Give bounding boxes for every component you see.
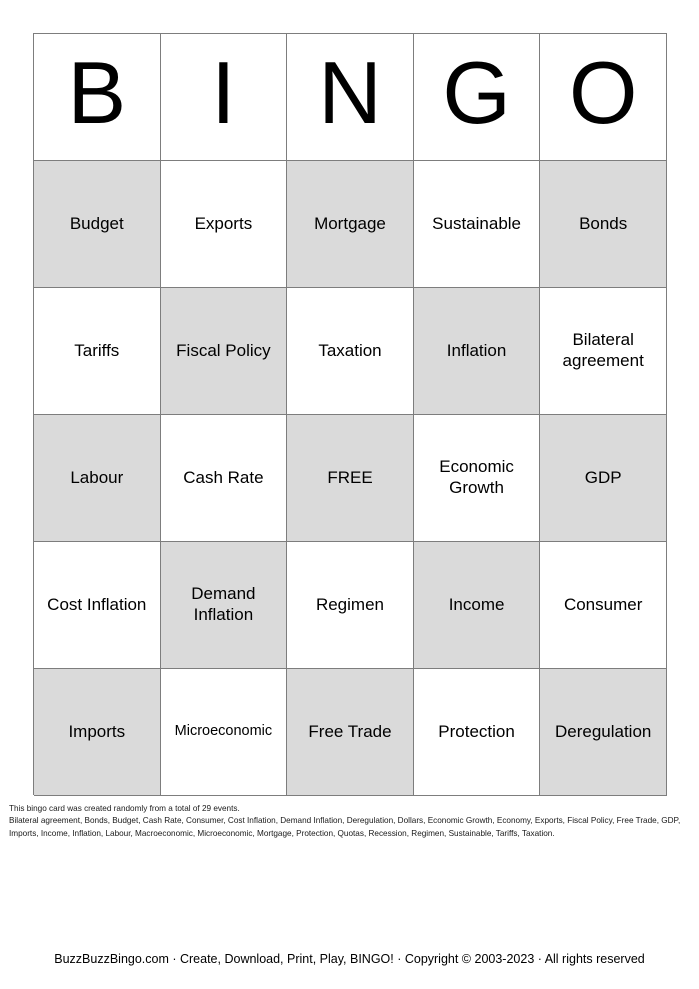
- bingo-cell-g2[interactable]: [414, 288, 541, 415]
- bingo-row-5: [34, 669, 667, 796]
- bingo-card-grid: [33, 33, 667, 795]
- bingo-cell-label: GDP: [584, 467, 622, 487]
- bingo-cell-label: Consumer: [563, 594, 643, 614]
- bingo-cell-o4[interactable]: [540, 542, 667, 669]
- site-copyright: BuzzBuzzBingo.com · Create, Download, Print, Play, BINGO! · Copyright © 2003-2023 · All rights reserved: [54, 952, 645, 966]
- bingo-cell-label: Cash Rate: [183, 467, 264, 487]
- bingo-cell-o3[interactable]: [540, 415, 667, 542]
- bingo-letter-g: G: [442, 43, 511, 142]
- bingo-header-cell-o: [540, 34, 667, 161]
- bingo-row-3: [34, 415, 667, 542]
- bingo-row-1: [34, 161, 667, 288]
- bingo-cell-label: Deregulation: [554, 721, 652, 741]
- bingo-header-cell-i: [161, 34, 288, 161]
- bingo-cell-o5[interactable]: [540, 669, 667, 796]
- bingo-letter-i: I: [211, 43, 236, 142]
- bingo-cell-g5[interactable]: [414, 669, 541, 796]
- bingo-cell-label: Economic Growth: [439, 457, 514, 497]
- bingo-cell-label: Sustainable: [432, 213, 521, 233]
- bingo-cell-label: Mortgage: [314, 213, 386, 233]
- bingo-cell-i1[interactable]: [161, 161, 288, 288]
- bingo-letter-b: B: [67, 43, 127, 142]
- card-notes-event-list: Bilateral agreement, Bonds, Budget, Cash Rate, Consumer, Cost Inflation, Demand Inflation, Deregulation, Dollars, Economic Growth, Economy, Exports, Fiscal Policy, Free Trade, GDP, Imports, Income, Inflation, Labour, Macroeconomic, Microeconomic, Mortgage, Protection, Quotas, Recession, Regimen, Sustainable, Tariffs, Taxation.: [9, 816, 681, 838]
- bingo-cell-label: Exports: [194, 213, 253, 233]
- bingo-cell-label: Inflation: [446, 340, 507, 360]
- bingo-cell-i2[interactable]: [161, 288, 288, 415]
- bingo-cell-label: Protection: [438, 721, 515, 741]
- bingo-cell-i5[interactable]: [161, 669, 288, 796]
- bingo-cell-free-space[interactable]: [287, 415, 414, 542]
- bingo-cell-label: Income: [448, 594, 505, 614]
- bingo-cell-b1[interactable]: [34, 161, 161, 288]
- bingo-cell-i3[interactable]: [161, 415, 288, 542]
- bingo-cell-label: Bonds: [579, 213, 628, 233]
- bingo-header-cell-b: [34, 34, 161, 161]
- bingo-cell-label: Budget: [69, 213, 124, 233]
- card-notes: [9, 803, 685, 840]
- bingo-cell-o1[interactable]: [540, 161, 667, 288]
- bingo-cell-label: Tariffs: [74, 340, 120, 360]
- bingo-cell-b3[interactable]: [34, 415, 161, 542]
- bingo-cell-g4[interactable]: [414, 542, 541, 669]
- bingo-cell-label: Regimen: [315, 594, 384, 614]
- bingo-header-row: [34, 34, 667, 161]
- bingo-header-cell-g: [414, 34, 541, 161]
- bingo-cell-b5[interactable]: [34, 669, 161, 796]
- bingo-cell-label: Free Trade: [308, 721, 392, 741]
- bingo-letter-n: N: [318, 43, 382, 142]
- bingo-cell-label: Taxation: [318, 340, 382, 360]
- bingo-cell-label: Demand Inflation: [191, 584, 256, 624]
- bingo-cell-b2[interactable]: [34, 288, 161, 415]
- bingo-cell-label: Cost Inflation: [47, 594, 147, 614]
- bingo-header-cell-n: [287, 34, 414, 161]
- bingo-cell-label: Fiscal Policy: [176, 340, 271, 360]
- bingo-cell-n5[interactable]: [287, 669, 414, 796]
- bingo-cell-n2[interactable]: [287, 288, 414, 415]
- bingo-row-4: [34, 542, 667, 669]
- bingo-cell-n1[interactable]: [287, 161, 414, 288]
- bingo-cell-label: FREE: [327, 467, 373, 487]
- bingo-cell-label: Imports: [68, 721, 126, 741]
- bingo-cell-g1[interactable]: [414, 161, 541, 288]
- bingo-cell-label: Bilateral agreement: [562, 330, 644, 370]
- bingo-cell-i4[interactable]: [161, 542, 288, 669]
- bingo-letter-o: O: [568, 43, 638, 142]
- bingo-cell-o2[interactable]: [540, 288, 667, 415]
- card-notes-summary: This bingo card was created randomly from a total of 29 events.: [9, 804, 240, 813]
- bingo-cell-g3[interactable]: [414, 415, 541, 542]
- bingo-row-2: [34, 288, 667, 415]
- bingo-cell-b4[interactable]: [34, 542, 161, 669]
- bingo-cell-label: Microeconomic: [174, 723, 273, 740]
- bingo-cell-label: Labour: [70, 467, 124, 487]
- bingo-cell-n4[interactable]: [287, 542, 414, 669]
